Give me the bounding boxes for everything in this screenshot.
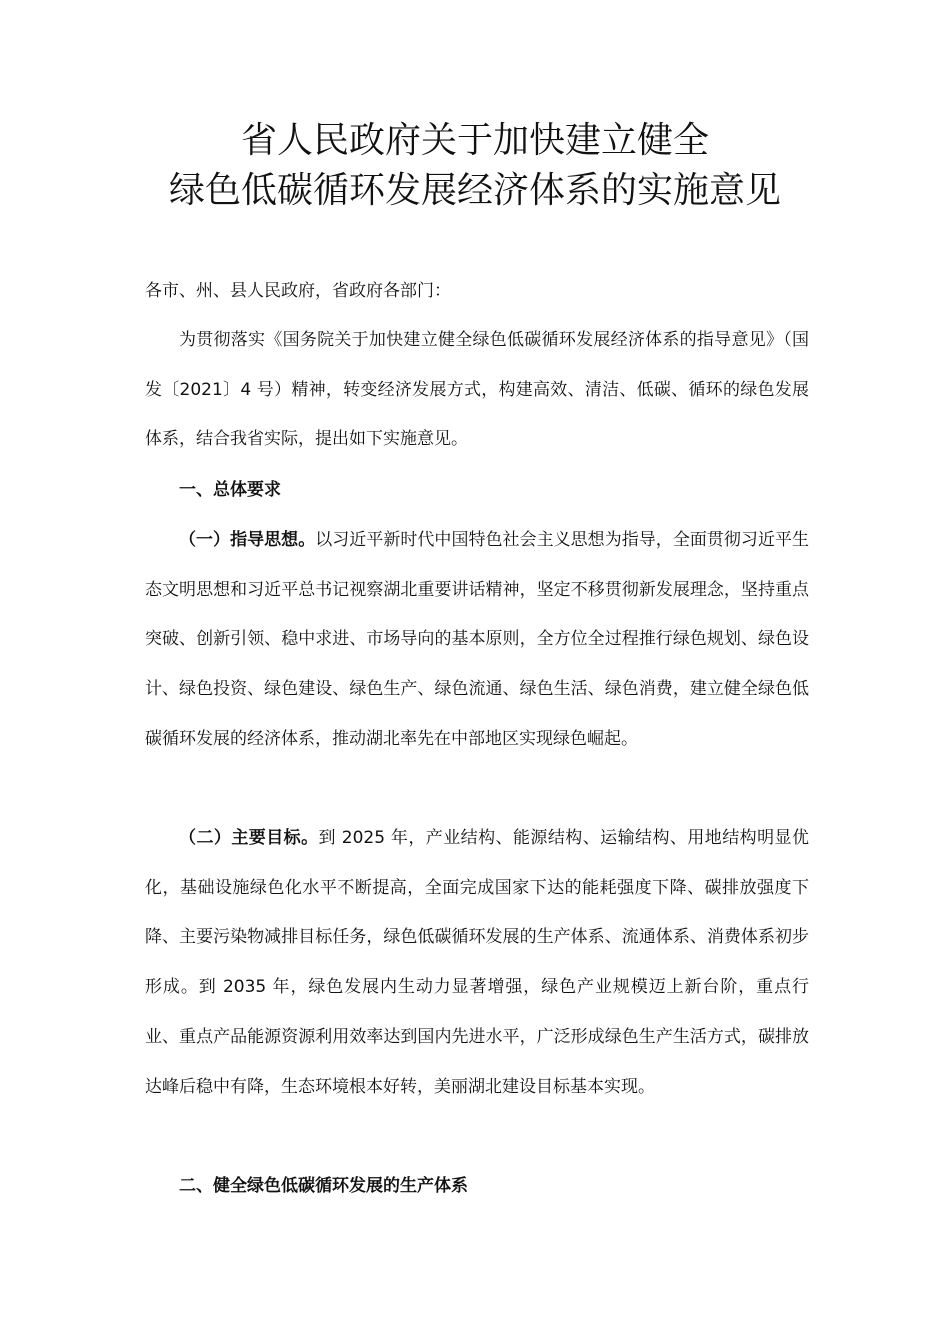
paragraph-main-goals [145,814,809,1112]
document-title-line-1: 省人民政府关于加快建立健全 [240,120,709,161]
section-2-heading: 二、健全绿色低碳循环发展的生产体系 [179,1176,468,1196]
intro-paragraph: 为贯彻落实《国务院关于加快建立健全绿色低碳循环发展经济体系的指导意见》（国发〔2021〕4 号）精神，转变经济发展方式，构建高效、清洁、低碳、循环的绿色发展体系，结合我省实际，提出如下实施意见。 [145,330,809,450]
paragraph-guiding-ideology-text: 以习近平新时代中国特色社会主义思想为指导，全面贯彻习近平生态文明思想和习近平总书记视察湖北重要讲话精神，坚定不移贯彻新发展理念，坚持重点突破、创新引领、稳中求进、市场导向的基本原则，全方位全过程推行绿色规划、绿色设计、绿色投资、绿色建设、绿色生产、绿色流通、绿色生活、绿色消费，建立健全绿色低碳循环发展的经济体系，推动湖北率先在中部地区实现绿色崛起。 [145,530,810,749]
salutation: 各市、州、县人民政府，省政府各部门： [145,281,451,301]
section-1-heading: 一、总体要求 [179,480,281,500]
paragraph-guiding-ideology [145,516,809,765]
document-title-line-2: 绿色低碳循环发展经济体系的实施意见 [168,170,781,211]
paragraph-main-goals-text: 到 2025 年，产业结构、能源结构、运输结构、用地结构明显优化，基础设施绿色化水平不断提高，全面完成国家下达的能耗强度下降、碳排放强度下降、主要污染物减排目标任务，绿色低碳循环发展的生产体系、流通体系、消费体系初步形成。到 2035 年，绿色发展内生动力显著增强，绿色产业规模迈上新台阶，重点行业、重点产品能源资源利用效率达到国内先进水平，广泛形成绿色生产生活方式，碳排放达峰后稳中有降，生态环境根本好转，美丽湖北建设目标基本实现。 [145,828,809,1097]
paragraph-guiding-ideology-lead: （一）指导思想。 [179,530,316,550]
paragraph-main-goals-lead: （二）主要目标。 [179,828,319,848]
